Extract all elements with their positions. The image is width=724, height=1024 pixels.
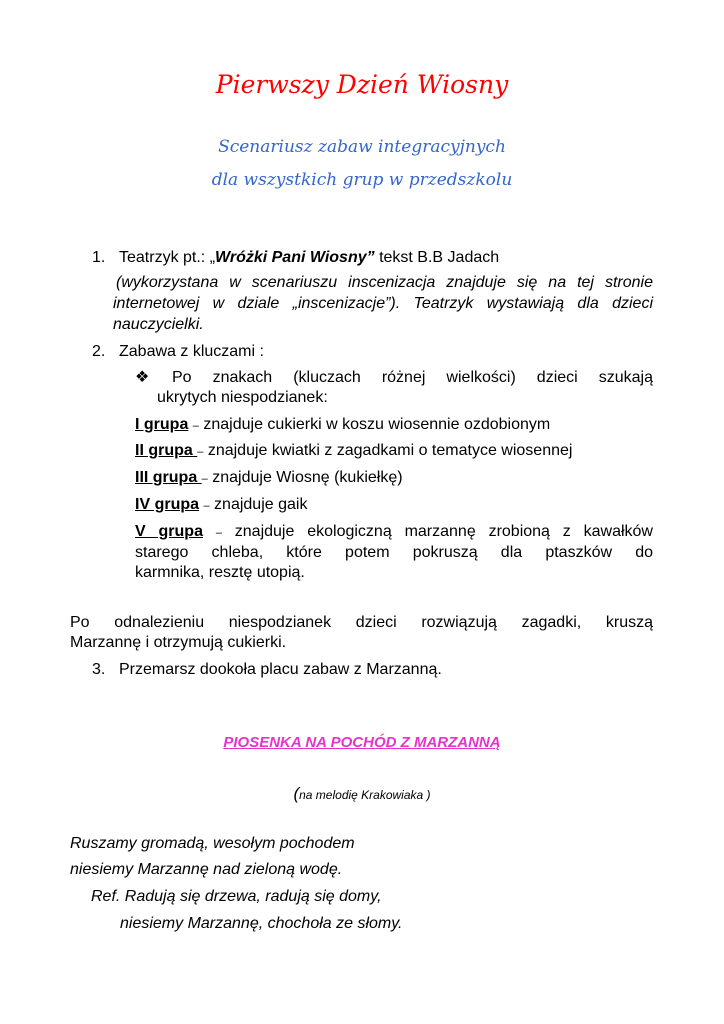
item-2-number: 2. <box>92 343 106 360</box>
dash: – <box>197 446 204 458</box>
melody-note <box>0 784 724 804</box>
group-label: III grupa <box>135 469 202 486</box>
group-row <box>135 522 653 543</box>
item-3-text: Przemarsz dookoła placu zabaw z Marzanną. <box>119 661 442 678</box>
bullet-text-line-1: Po znakach (kluczach różnej wielkości) dzieci szukają <box>172 369 653 386</box>
dash: – <box>201 473 208 485</box>
group-row <box>135 415 550 436</box>
group-5-line-2: starego chleba, które potem pokruszą dla ptaszków do <box>135 544 653 561</box>
group-text: znajduje ekologiczną marzannę zrobioną z kawałków <box>234 523 653 540</box>
subtitle-line-2: dla wszystkich grup w przedszkolu <box>211 170 513 190</box>
group-label: V grupa <box>135 523 203 540</box>
item-1-note-line-3: nauczycielki. <box>113 316 204 333</box>
group-text: znajduje kwiatki z zagadkami o tematyce wiosennej <box>207 442 573 459</box>
group-5-line-3: karmnika, resztę utopią. <box>135 564 305 581</box>
group-row <box>135 468 403 489</box>
song-line-2: niesiemy Marzannę nad zieloną wodę. <box>70 861 343 878</box>
document-title: Pierwszy Dzień Wiosny <box>215 70 509 99</box>
item-1-number: 1. <box>92 249 106 266</box>
play-title: Wróżki Pani Wiosny” <box>215 249 375 266</box>
paragraph-line-2: Marzannę i otrzymują cukierki. <box>70 634 287 651</box>
item-1-suffix: tekst B.B Jadach <box>374 249 500 266</box>
group-text: znajduje gaik <box>214 496 308 513</box>
item-2-text: Zabawa z kluczami : <box>119 343 264 360</box>
item-3-number: 3. <box>92 661 106 678</box>
song-refrain-line-2: niesiemy Marzannę, chochoła ze słomy. <box>120 915 403 932</box>
dash: – <box>215 527 222 539</box>
melody-text: na melodię Krakowiaka ) <box>299 788 431 802</box>
paragraph-line-1: Po odnalezieniu niespodzianek dzieci rozwiązują zagadki, kruszą <box>70 614 653 631</box>
song-refrain-line-1: Ref. Radują się drzewa, radują się domy, <box>91 888 382 905</box>
song-title: PIOSENKA NA POCHÓD Z MARZANNĄ <box>223 734 501 751</box>
group-row <box>135 441 572 462</box>
bullet-text-line-2: ukrytych niespodzianek: <box>157 389 328 406</box>
group-text: znajduje cukierki w koszu wiosennie ozdobionym <box>203 416 551 433</box>
item-1-prefix: Teatrzyk pt.: „ <box>119 249 216 266</box>
item-1-line <box>119 248 499 268</box>
subtitle-line-1: Scenariusz zabaw integracyjnych <box>218 137 506 157</box>
bullet-icon: ❖ <box>135 369 150 386</box>
item-1-note-line-2: internetowej w dziale „inscenizacje”). Teatrzyk wystawiają dla dzieci <box>113 295 653 312</box>
group-label: IV grupa <box>135 496 200 513</box>
group-label: II grupa <box>135 442 198 459</box>
song-line-1: Ruszamy gromadą, wesołym pochodem <box>70 835 355 852</box>
group-row <box>135 495 307 516</box>
dash: – <box>192 420 199 432</box>
dash: – <box>203 500 210 512</box>
melody-paren: ( <box>293 784 300 803</box>
group-label: I grupa <box>135 416 189 433</box>
group-text: znajduje Wiosnę (kukiełkę) <box>212 469 403 486</box>
item-1-note-line-1: (wykorzystana w scenariuszu inscenizacja znajduje się na tej stronie <box>116 274 653 291</box>
